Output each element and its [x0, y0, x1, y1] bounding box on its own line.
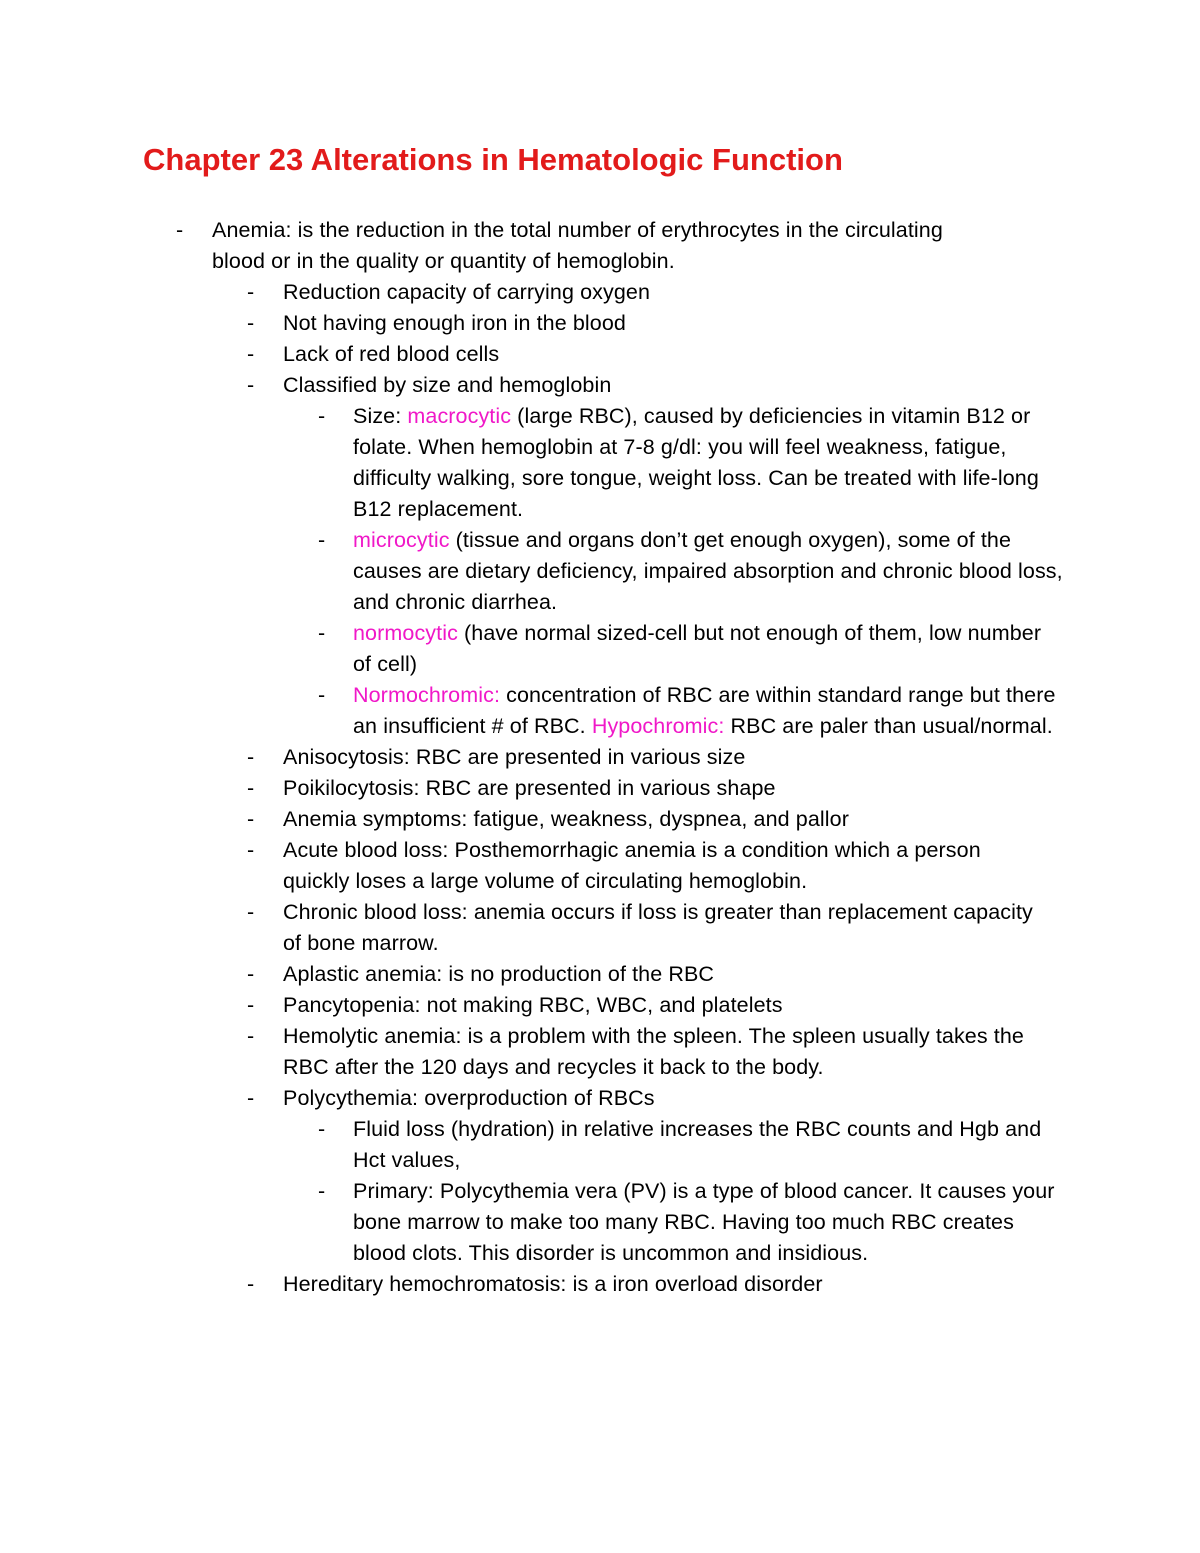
highlighted-term: Normochromic:: [353, 683, 501, 707]
list-item-level-2: [0, 339, 1053, 370]
item-text: Lack of red blood cells: [283, 342, 500, 366]
list-item-level-2: [0, 370, 1053, 401]
bullet-dash: -: [318, 528, 326, 552]
list-item-level-3: [0, 1176, 1065, 1269]
item-text: Reduction capacity of carrying oxygen: [283, 280, 651, 304]
item-text: concentration of RBC are within standard range but there an insufficient # of RBC.: [353, 683, 1056, 738]
item-text: Hereditary hemochromatosis: is a iron overload disorder: [283, 1272, 823, 1296]
list-item-level-2: [0, 742, 1053, 773]
item-text: Anisocytosis: RBC are presented in various size: [283, 745, 746, 769]
bullet-dash: -: [318, 621, 326, 645]
bullet-dash: -: [247, 1086, 255, 1110]
notes-list: [0, 215, 1200, 1300]
item-text: RBC are paler than usual/normal.: [724, 714, 1053, 738]
bullet-dash: -: [318, 404, 326, 428]
item-text: Hemolytic anemia: is a problem with the spleen. The spleen usually takes the RBC after the 120 days and recycles it back to the body.: [283, 1024, 1024, 1079]
item-text: (tissue and organs don’t get enough oxygen), some of the causes are dietary deficiency, impaired absorption and chronic blood loss, and chronic diarrhea.: [353, 528, 1063, 614]
bullet-dash: -: [247, 280, 255, 304]
list-item-level-2: [0, 835, 1053, 897]
highlighted-term: normocytic: [353, 621, 458, 645]
list-item-level-2: [0, 1021, 1053, 1083]
item-text: Primary: Polycythemia vera (PV) is a type of blood cancer. It causes your bone marrow to make too many RBC. Having too much RBC creates blood clots. This disorder is uncommon and insidious.: [353, 1179, 1055, 1265]
highlighted-term: macrocytic: [407, 404, 512, 428]
list-item-level-2: [0, 897, 1053, 959]
list-item-level-2: [0, 804, 1053, 835]
bullet-dash: -: [247, 900, 255, 924]
highlighted-term: microcytic: [353, 528, 450, 552]
list-item-level-3: [0, 1114, 1065, 1176]
bullet-dash: -: [247, 311, 255, 335]
bullet-dash: -: [247, 838, 255, 862]
item-text: Classified by size and hemoglobin: [283, 373, 612, 397]
highlighted-term: Hypochromic:: [591, 714, 725, 738]
bullet-dash: -: [318, 1179, 326, 1203]
bullet-dash: -: [247, 993, 255, 1017]
bullet-dash: -: [247, 962, 255, 986]
item-text: Anemia symptoms: fatigue, weakness, dyspnea, and pallor: [283, 807, 849, 831]
list-item-level-2: [0, 990, 1053, 1021]
item-text: Fluid loss (hydration) in relative increases the RBC counts and Hgb and Hct values,: [353, 1117, 1042, 1172]
item-text: Poikilocytosis: RBC are presented in various shape: [283, 776, 776, 800]
item-text: Chronic blood loss: anemia occurs if loss is greater than replacement capacity of bone marrow.: [283, 900, 1033, 955]
list-item-level-2: [0, 773, 1053, 804]
list-item-level-2: [0, 959, 1053, 990]
bullet-dash: -: [247, 776, 255, 800]
item-text: Anemia: is the reduction in the total number of erythrocytes in the circulating blood or in the quality or quantity of hemoglobin.: [212, 218, 943, 273]
list-item-level-2: [0, 308, 1053, 339]
item-text: (have normal sized-cell but not enough of them, low number of cell): [353, 621, 1042, 676]
item-text: Acute blood loss: Posthemorrhagic anemia is a condition which a person quickly loses a large volume of circulating hemoglobin.: [283, 838, 981, 893]
bullet-dash: -: [176, 218, 184, 242]
bullet-dash: -: [247, 745, 255, 769]
chapter-title: Chapter 23 Alterations in Hematologic Function: [143, 142, 843, 177]
list-item-level-3: [0, 618, 1065, 680]
list-item-level-3: [0, 401, 1065, 525]
list-item-level-2: [0, 277, 1053, 308]
item-text: Not having enough iron in the blood: [283, 311, 626, 335]
item-text: Polycythemia: overproduction of RBCs: [283, 1086, 655, 1110]
list-item-level-3: [0, 680, 1065, 742]
list-item-level-3: [0, 525, 1065, 618]
list-item-level-1: [0, 215, 980, 277]
bullet-dash: -: [247, 807, 255, 831]
item-text: Size:: [353, 404, 408, 428]
bullet-dash: -: [247, 1272, 255, 1296]
item-text: (large RBC), caused by deficiencies in vitamin B12 or folate. When hemoglobin at 7-8 g/dl: you will feel weakness, fatigue, difficulty walking, sore tongue, weight loss. Can be treated with life-long B12 replacement.: [353, 404, 1039, 521]
list-item-level-2: [0, 1269, 1053, 1300]
item-text: Pancytopenia: not making RBC, WBC, and platelets: [283, 993, 783, 1017]
bullet-dash: -: [318, 683, 326, 707]
bullet-dash: -: [318, 1117, 326, 1141]
bullet-dash: -: [247, 1024, 255, 1048]
bullet-dash: -: [247, 373, 255, 397]
bullet-dash: -: [247, 342, 255, 366]
list-item-level-2: [0, 1083, 1053, 1114]
item-text: Aplastic anemia: is no production of the RBC: [283, 962, 715, 986]
